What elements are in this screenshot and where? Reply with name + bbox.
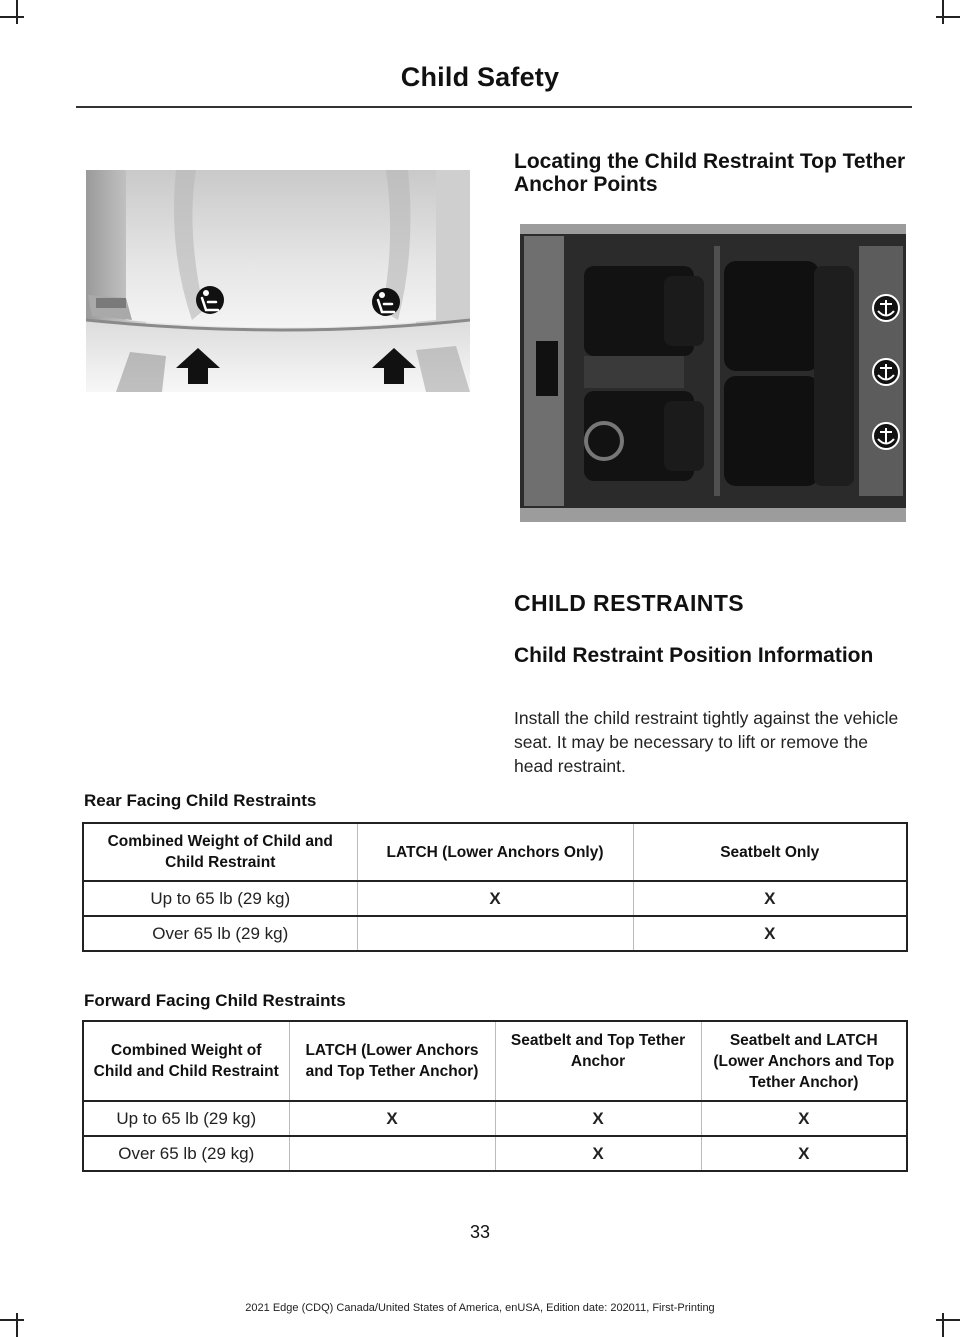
table-header-row: [83, 823, 907, 881]
header-rule: [76, 106, 912, 108]
anchor-icon: [873, 423, 899, 449]
crop-mark: [16, 1313, 18, 1337]
table-cell: Up to 65 lb (29 kg): [83, 881, 357, 916]
table-cell: X: [495, 1136, 701, 1171]
table-row: [83, 1101, 907, 1136]
table-cell: X: [289, 1101, 495, 1136]
position-info-heading: Child Restraint Position Information: [514, 644, 874, 667]
column-header: Combined Weight of Child and Child Restraint: [83, 1021, 289, 1101]
crop-mark: [16, 0, 18, 24]
table-cell: X: [701, 1101, 907, 1136]
crop-mark: [942, 0, 944, 24]
column-header: Seatbelt and LATCH (Lower Anchors and Top Tether Anchor): [701, 1021, 907, 1101]
column-header: LATCH (Lower Anchors Only): [357, 823, 633, 881]
crop-mark: [0, 1319, 24, 1321]
forward-facing-title: Forward Facing Child Restraints: [84, 991, 346, 1010]
child-restraints-heading: CHILD RESTRAINTS: [514, 590, 745, 616]
crop-mark: [936, 16, 960, 18]
table-header-row: [83, 1021, 907, 1101]
table-cell: [289, 1136, 495, 1171]
top-tether-figure: [514, 216, 906, 532]
table-cell: Over 65 lb (29 kg): [83, 916, 357, 951]
top-tether-heading: Locating the Child Restraint Top Tether Anchor Points: [514, 150, 906, 196]
table-row: [83, 916, 907, 951]
table-cell: Over 65 lb (29 kg): [83, 1136, 289, 1171]
child-seat-icon: [196, 286, 224, 314]
table-cell: Up to 65 lb (29 kg): [83, 1101, 289, 1136]
table-cell: X: [701, 1136, 907, 1171]
rear-facing-title: Rear Facing Child Restraints: [84, 791, 317, 810]
forward-facing-table: [82, 1020, 908, 1172]
table-cell: X: [633, 881, 907, 916]
table-cell: X: [357, 881, 633, 916]
crop-mark: [936, 1319, 960, 1321]
position-info-text: Install the child restraint tightly against the vehicle seat. It may be necessary to lift or remove the head restraint.: [514, 708, 899, 776]
table-cell: X: [633, 916, 907, 951]
anchor-icon: [873, 295, 899, 321]
child-seat-icon: [372, 288, 400, 316]
table-row: [83, 1136, 907, 1171]
rear-facing-table: [82, 822, 908, 952]
edition-footer: 2021 Edge (CDQ) Canada/United States of America, enUSA, Edition date: 202011, First-Printing: [245, 1302, 715, 1314]
column-header: Combined Weight of Child and Child Restraint: [83, 823, 357, 881]
crop-mark: [0, 16, 24, 18]
column-header: Seatbelt Only: [633, 823, 907, 881]
table-cell: X: [495, 1101, 701, 1136]
lower-anchor-figure: [86, 170, 470, 392]
column-header: Seatbelt and Top Tether Anchor: [495, 1021, 701, 1101]
column-header: LATCH (Lower Anchors and Top Tether Anchor): [289, 1021, 495, 1101]
table-cell: [357, 916, 633, 951]
anchor-icon: [873, 359, 899, 385]
table-row: [83, 881, 907, 916]
page-number: 33: [469, 1222, 491, 1242]
page-title: Child Safety: [400, 62, 560, 92]
crop-mark: [942, 1313, 944, 1337]
